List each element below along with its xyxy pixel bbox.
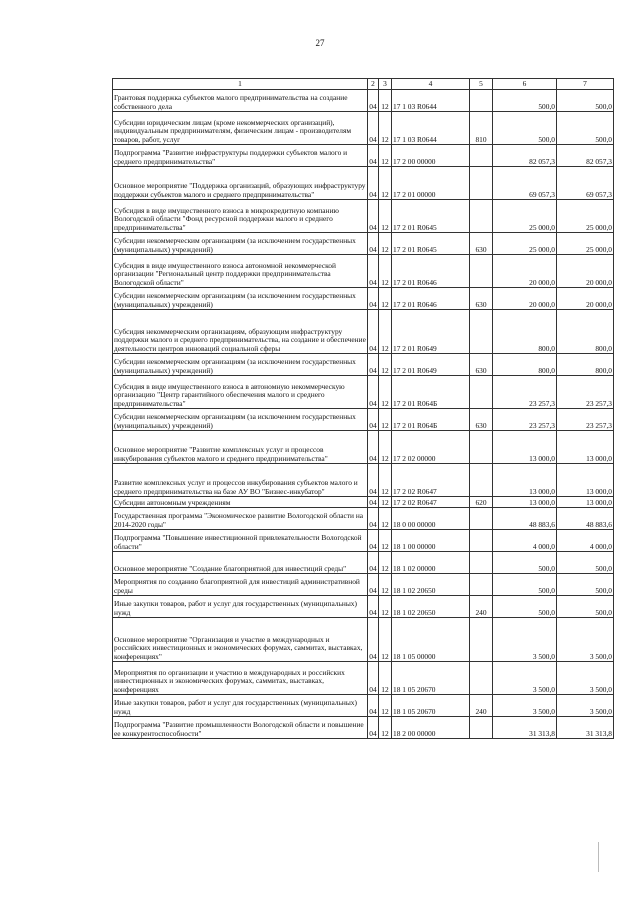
row-cell-c7: 500,0 <box>557 596 614 618</box>
row-cell-c7: 23 257,3 <box>557 376 614 409</box>
row-cell-c7: 82 057,3 <box>557 145 614 167</box>
row-cell-c7: 25 000,0 <box>557 233 614 255</box>
row-cell-c3: 12 <box>379 552 392 574</box>
table-body <box>113 90 614 739</box>
row-cell-c3: 12 <box>379 618 392 662</box>
row-cell-c5: 630 <box>470 233 493 255</box>
row-cell-c7: 20 000,0 <box>557 255 614 288</box>
row-cell-c5 <box>470 662 493 695</box>
row-cell-c2: 04 <box>368 167 379 200</box>
row-name-cell: Субсидии автономным учреждениям <box>113 497 368 508</box>
row-cell-c7: 800,0 <box>557 310 614 354</box>
table-row <box>113 288 614 310</box>
row-cell-c4: 17 2 02 00000 <box>392 431 470 464</box>
row-cell-c6: 25 000,0 <box>493 200 557 233</box>
table-row <box>113 717 614 739</box>
budget-table <box>112 78 614 739</box>
row-cell-c4: 17 2 01 R0649 <box>392 310 470 354</box>
row-cell-c7: 25 000,0 <box>557 200 614 233</box>
row-cell-c7: 13 000,0 <box>557 431 614 464</box>
row-cell-c2: 04 <box>368 145 379 167</box>
row-cell-c5 <box>470 530 493 552</box>
row-cell-c2: 04 <box>368 112 379 145</box>
row-cell-c4: 17 2 01 R0649 <box>392 354 470 376</box>
row-cell-c6: 500,0 <box>493 574 557 596</box>
row-cell-c2: 04 <box>368 288 379 310</box>
row-cell-c7: 500,0 <box>557 574 614 596</box>
row-cell-c5 <box>470 431 493 464</box>
page-number: 27 <box>315 38 325 48</box>
row-cell-c6: 500,0 <box>493 552 557 574</box>
row-cell-c2: 04 <box>368 376 379 409</box>
row-cell-c3: 12 <box>379 233 392 255</box>
table-row <box>113 310 614 354</box>
row-cell-c6: 13 000,0 <box>493 497 557 508</box>
row-cell-c4: 18 1 02 20650 <box>392 596 470 618</box>
table-row <box>113 574 614 596</box>
table-row <box>113 618 614 662</box>
row-name-cell: Субсидия некоммерческим организациям, образующим инфраструктуру поддержки малого и среднего предпринимательства, на создание и обеспечение деятельности центров инноваций социальной сферы <box>113 310 368 354</box>
row-name-cell: Субсидии некоммерческим организациям (за исключением государственных (муниципальных) учреждений) <box>113 354 368 376</box>
row-cell-c2: 04 <box>368 662 379 695</box>
row-cell-c6: 3 500,0 <box>493 695 557 717</box>
row-cell-c2: 04 <box>368 255 379 288</box>
column-header: 5 <box>470 79 493 90</box>
row-cell-c5 <box>470 255 493 288</box>
row-cell-c3: 12 <box>379 310 392 354</box>
row-cell-c4: 18 1 05 00000 <box>392 618 470 662</box>
row-name-cell: Подпрограмма "Развитие промышленности Вологодской области и повышение ее конкурентоспособности" <box>113 717 368 739</box>
table-row <box>113 508 614 530</box>
row-cell-c4: 17 2 01 R064Б <box>392 409 470 431</box>
row-cell-c6: 20 000,0 <box>493 288 557 310</box>
row-cell-c7: 69 057,3 <box>557 167 614 200</box>
row-cell-c5 <box>470 376 493 409</box>
column-header: 7 <box>557 79 614 90</box>
row-cell-c4: 17 2 00 00000 <box>392 145 470 167</box>
row-cell-c6: 4 000,0 <box>493 530 557 552</box>
row-cell-c2: 04 <box>368 695 379 717</box>
row-cell-c6: 3 500,0 <box>493 662 557 695</box>
row-name-cell: Государственная программа "Экономическое развитие Вологодской области на 2014-2020 годы" <box>113 508 368 530</box>
row-name-cell: Субсидия в виде имущественного взноса в микрокредитную компанию Вологодской области "Фонд ресурсной поддержки малого и среднего предпринимательства" <box>113 200 368 233</box>
column-header: 2 <box>368 79 379 90</box>
column-header: 6 <box>493 79 557 90</box>
row-cell-c7: 4 000,0 <box>557 530 614 552</box>
row-cell-c3: 12 <box>379 376 392 409</box>
row-cell-c7: 23 257,3 <box>557 409 614 431</box>
row-cell-c5 <box>470 574 493 596</box>
row-cell-c3: 12 <box>379 497 392 508</box>
row-cell-c4: 17 2 01 R0646 <box>392 255 470 288</box>
row-name-cell: Субсидии некоммерческим организациям (за исключением государственных (муниципальных) учреждений) <box>113 233 368 255</box>
table-row <box>113 200 614 233</box>
row-cell-c7: 31 313,8 <box>557 717 614 739</box>
row-cell-c5: 620 <box>470 497 493 508</box>
row-cell-c4: 18 1 02 20650 <box>392 574 470 596</box>
row-cell-c2: 04 <box>368 508 379 530</box>
table-row <box>113 90 614 112</box>
row-cell-c7: 500,0 <box>557 112 614 145</box>
row-cell-c3: 12 <box>379 431 392 464</box>
row-cell-c7: 13 000,0 <box>557 497 614 508</box>
row-cell-c2: 04 <box>368 464 379 497</box>
row-cell-c6: 500,0 <box>493 596 557 618</box>
row-name-cell: Развитие комплексных услуг и процессов инкубирования субъектов малого и среднего предпринимательства на базе АУ ВО "Бизнес-инкубатор" <box>113 464 368 497</box>
row-name-cell: Мероприятия по созданию благоприятной для инвестиций административной среды <box>113 574 368 596</box>
row-cell-c6: 13 000,0 <box>493 431 557 464</box>
row-cell-c2: 04 <box>368 717 379 739</box>
table-row <box>113 167 614 200</box>
row-cell-c5 <box>470 90 493 112</box>
table-row <box>113 112 614 145</box>
row-cell-c3: 12 <box>379 145 392 167</box>
row-cell-c4: 17 1 03 R0644 <box>392 112 470 145</box>
row-cell-c7: 20 000,0 <box>557 288 614 310</box>
row-cell-c7: 13 000,0 <box>557 464 614 497</box>
row-cell-c2: 04 <box>368 310 379 354</box>
row-cell-c6: 20 000,0 <box>493 255 557 288</box>
row-cell-c5 <box>470 717 493 739</box>
table-header-row <box>113 79 614 90</box>
row-cell-c3: 12 <box>379 464 392 497</box>
row-name-cell: Основное мероприятие "Поддержка организаций, образующих инфраструктуру поддержки субъектов малого и среднего предпринимательства" <box>113 167 368 200</box>
row-cell-c6: 13 000,0 <box>493 464 557 497</box>
row-cell-c4: 18 1 05 20670 <box>392 662 470 695</box>
row-cell-c2: 04 <box>368 596 379 618</box>
row-name-cell: Иные закупки товаров, работ и услуг для государственных (муниципальных) нужд <box>113 695 368 717</box>
table-row <box>113 552 614 574</box>
row-cell-c6: 500,0 <box>493 90 557 112</box>
row-name-cell: Основное мероприятие "Развитие комплексных услуг и процессов инкубирования субъектов малого и среднего предпринимательства" <box>113 431 368 464</box>
row-cell-c7: 500,0 <box>557 552 614 574</box>
row-cell-c3: 12 <box>379 255 392 288</box>
table-row <box>113 596 614 618</box>
row-cell-c7: 800,0 <box>557 354 614 376</box>
row-cell-c5 <box>470 552 493 574</box>
row-cell-c7: 3 500,0 <box>557 618 614 662</box>
table-row <box>113 431 614 464</box>
row-cell-c6: 500,0 <box>493 112 557 145</box>
row-cell-c5 <box>470 167 493 200</box>
row-cell-c5 <box>470 464 493 497</box>
row-cell-c2: 04 <box>368 552 379 574</box>
column-header: 3 <box>379 79 392 90</box>
row-cell-c4: 18 2 00 00000 <box>392 717 470 739</box>
row-cell-c2: 04 <box>368 530 379 552</box>
table-row <box>113 530 614 552</box>
row-cell-c6: 82 057,3 <box>493 145 557 167</box>
row-cell-c7: 48 883,6 <box>557 508 614 530</box>
table-row <box>113 354 614 376</box>
row-name-cell: Иные закупки товаров, работ и услуг для государственных (муниципальных) нужд <box>113 596 368 618</box>
row-cell-c6: 800,0 <box>493 354 557 376</box>
row-cell-c3: 12 <box>379 695 392 717</box>
row-cell-c6: 31 313,8 <box>493 717 557 739</box>
table-row <box>113 662 614 695</box>
row-name-cell: Мероприятия по организации и участию в международных и российских инвестиционных и экономических форумах, саммитах, выставках, конференциях <box>113 662 368 695</box>
row-cell-c4: 18 0 00 00000 <box>392 508 470 530</box>
row-cell-c6: 23 257,3 <box>493 409 557 431</box>
row-cell-c6: 23 257,3 <box>493 376 557 409</box>
row-cell-c6: 800,0 <box>493 310 557 354</box>
table-row <box>113 464 614 497</box>
row-cell-c7: 3 500,0 <box>557 695 614 717</box>
row-cell-c5: 630 <box>470 354 493 376</box>
row-cell-c7: 500,0 <box>557 90 614 112</box>
row-cell-c7: 3 500,0 <box>557 662 614 695</box>
row-cell-c4: 17 2 01 R0646 <box>392 288 470 310</box>
row-cell-c3: 12 <box>379 717 392 739</box>
row-cell-c4: 18 1 00 00000 <box>392 530 470 552</box>
row-cell-c3: 12 <box>379 574 392 596</box>
table-row <box>113 255 614 288</box>
row-cell-c4: 17 2 02 R0647 <box>392 464 470 497</box>
row-cell-c2: 04 <box>368 431 379 464</box>
row-cell-c5: 240 <box>470 695 493 717</box>
table-row <box>113 145 614 167</box>
row-cell-c2: 04 <box>368 618 379 662</box>
row-cell-c5 <box>470 310 493 354</box>
row-cell-c3: 12 <box>379 288 392 310</box>
row-cell-c5: 630 <box>470 409 493 431</box>
row-cell-c2: 04 <box>368 354 379 376</box>
row-cell-c4: 18 1 05 20670 <box>392 695 470 717</box>
row-cell-c6: 69 057,3 <box>493 167 557 200</box>
row-cell-c5 <box>470 508 493 530</box>
row-cell-c6: 3 500,0 <box>493 618 557 662</box>
table-row <box>113 497 614 508</box>
row-name-cell: Подпрограмма "Развитие инфраструктуры поддержки субъектов малого и среднего предпринимательства" <box>113 145 368 167</box>
row-cell-c3: 12 <box>379 354 392 376</box>
table-row <box>113 376 614 409</box>
row-cell-c2: 04 <box>369 497 377 507</box>
row-cell-c4: 17 2 01 R0645 <box>392 200 470 233</box>
row-cell-c3: 12 <box>379 200 392 233</box>
row-cell-c3: 12 <box>379 530 392 552</box>
row-cell-c3: 12 <box>379 662 392 695</box>
row-cell-c3: 12 <box>379 508 392 530</box>
row-cell-c3: 12 <box>379 409 392 431</box>
row-name-cell: Субсидии юридическим лицам (кроме некоммерческих организаций), индивидуальным предпринимателям, физическим лицам - производителям товаров, работ, услуг <box>113 112 368 145</box>
row-cell-c6: 25 000,0 <box>493 233 557 255</box>
row-cell-c4: 17 2 02 R0647 <box>392 497 470 508</box>
row-cell-c3: 12 <box>379 596 392 618</box>
row-cell-c4: 17 1 03 R0644 <box>392 90 470 112</box>
row-cell-c3: 12 <box>379 112 392 145</box>
row-name-cell: Субсидии некоммерческим организациям (за исключением государственных (муниципальных) учреждений) <box>113 288 368 310</box>
row-name-cell: Грантовая поддержка субъектов малого предпринимательства на создание собственного дела <box>113 90 368 112</box>
row-cell-c5: 240 <box>470 596 493 618</box>
row-cell-c4: 17 2 01 00000 <box>392 167 470 200</box>
row-cell-c2: 04 <box>368 90 379 112</box>
row-cell-c4: 18 1 02 00000 <box>392 552 470 574</box>
row-cell-c4: 17 2 01 R064Б <box>392 376 470 409</box>
row-cell-c3: 12 <box>379 167 392 200</box>
row-name-cell: Основное мероприятие "Организация и участие в международных и российских инвестиционных и экономических форумах, саммитах, выставках, конференциях" <box>113 618 368 662</box>
row-cell-c5 <box>470 145 493 167</box>
row-cell-c5 <box>470 618 493 662</box>
row-cell-c2: 04 <box>368 409 379 431</box>
row-name-cell: Основное мероприятие "Создание благоприятной для инвестиций среды" <box>113 552 368 574</box>
row-cell-c3: 12 <box>379 90 392 112</box>
table-row <box>113 695 614 717</box>
row-name-cell: Подпрограмма "Повышение инвестиционной привлекательности Вологодской области" <box>113 530 368 552</box>
row-cell-c2: 04 <box>368 233 379 255</box>
row-cell-c6: 48 883,6 <box>493 508 557 530</box>
column-header: 1 <box>113 79 368 90</box>
row-cell-c2: 04 <box>368 574 379 596</box>
row-name-cell: Субсидии некоммерческим организациям (за исключением государственных (муниципальных) учреждений) <box>113 409 368 431</box>
row-cell-c5: 810 <box>470 112 493 145</box>
table-row <box>113 233 614 255</box>
row-name-cell: Субсидия в виде имущественного взноса в автономную некоммерческую организацию "Центр гарантийного обеспечения малого и среднего предпринимательства" <box>113 376 368 409</box>
row-cell-c5: 630 <box>470 288 493 310</box>
row-name-cell: Субсидия в виде имущественного взноса автономной некоммерческой организации "Региональный центр поддержки предпринимательства Вологодской области" <box>113 255 368 288</box>
row-cell-c2: 04 <box>368 200 379 233</box>
row-cell-c4: 17 2 01 R0645 <box>392 233 470 255</box>
row-cell-c5 <box>470 200 493 233</box>
table-row <box>113 409 614 431</box>
column-header: 4 <box>392 79 470 90</box>
scan-mark <box>598 842 599 872</box>
